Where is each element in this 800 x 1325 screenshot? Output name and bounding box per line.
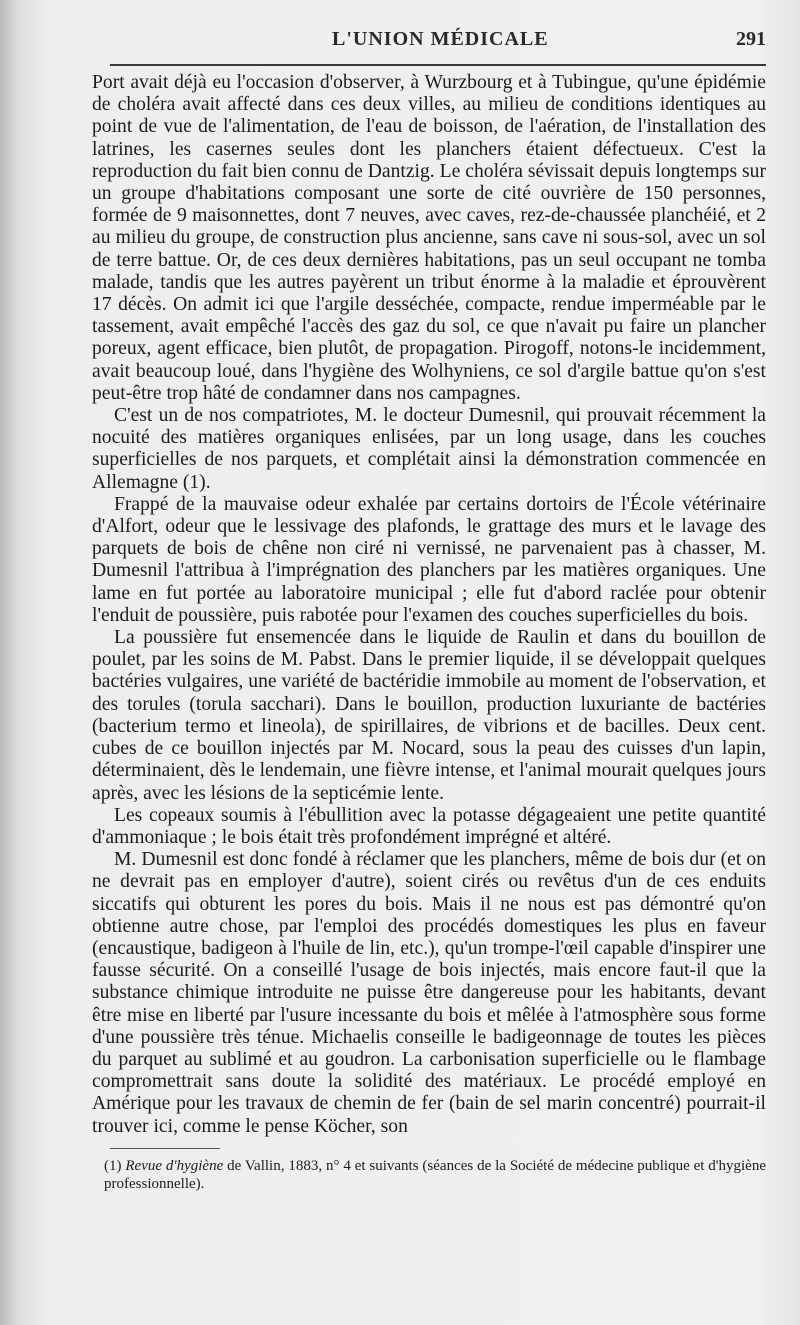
running-title: L'UNION MÉDICALE — [332, 28, 549, 50]
page-number: 291 — [736, 28, 766, 50]
paragraph: M. Dumesnil est donc fondé à réclamer que les planchers, même de bois dur (et on ne devrait pas en employer d'autre), soient cirés ou revêtus d'un de ces enduits siccatifs qui obturent les pores du bois. Mais il ne nous est pas démontré qu'on obtienne autre chose, par l'emploi des procédés domestiques les plus en faveur (encaustique, badigeon à l'huile de lin, etc.), qu'un trompe-l'œil capable d'inspirer une fausse sécurité. On a conseillé l'usage de bois injectés, mais encore faut-il que la substance chimique introduite ne puisse être dangereuse pour les habitants, devant être mise en liberté par l'usure incessante du bois et mêlée à l'atmosphère sous forme d'une poussière très ténue. Michaelis conseille le badigeonnage de toutes les pièces du parquet au sublimé et au goudron. La carbonisation superficielle ou le flambage compromettrait sans doute la solidité des matériaux. Le procédé employé en Amérique pour les travaux de chemin de fer (bain de sel marin concentré) pourrait-il trouver ici, comme le pense Köcher, son — [92, 849, 766, 1137]
body-text — [92, 72, 766, 1138]
footnote-marker: (1) — [104, 1157, 122, 1174]
footnote-rule — [110, 1148, 220, 1149]
paragraph: Frappé de la mauvaise odeur exhalée par certains dortoirs de l'École vétérinaire d'Alfort, odeur que le lessivage des plafonds, le grattage des murs et le lavage des parquets de bois de chêne non ciré ni vernissé, ne parvenaient pas à chasser, M. Dumesnil l'attribua à l'imprégnation des planchers par les matières organiques. Une lame en fut portée au laboratoire municipal ; elle fut d'abord raclée pour obtenir l'enduit de poussière, puis rabotée pour l'examen des couches superficielles du bois. — [92, 493, 766, 626]
footnote-text: de Vallin, 1883, n° 4 et suivants (séances de la Société de médecine publique et d'hygiène professionnelle). — [104, 1157, 766, 1192]
paragraph: Les copeaux soumis à l'ébullition avec la potasse dégageaient une petite quantité d'ammoniaque ; le bois était très profondément imprégné et altéré. — [92, 804, 766, 848]
footnote-journal: Revue d'hygiène — [125, 1157, 224, 1174]
page-header — [110, 24, 766, 58]
paragraph: La poussière fut ensemencée dans le liquide de Raulin et dans du bouillon de poulet, par les soins de M. Pabst. Dans le premier liquide, il se développait quelques bactéries vulgaires, une variété de bactéridie immobile au moment de l'observation, et des torules (torula sacchari). Dans le bouillon, production luxuriante de bactéries (bacterium termo et lineola), de spirillaires, de vibrions et de bacilles. Deux cent. cubes de ce bouillon injectés par M. Nocard, sous la peau des cuisses d'un lapin, déterminaient, dès le lendemain, une fièvre intense, et l'animal mourait quelques jours après, avec les lésions de la septicémie lente. — [92, 627, 766, 804]
footnote — [104, 1157, 766, 1193]
header-rule — [110, 64, 766, 66]
paragraph: Port avait déjà eu l'occasion d'observer, à Wurzbourg et à Tubingue, qu'une épidémie de choléra avait affecté dans ces deux villes, au milieu de conditions identiques au point de vue de l'alimentation, de l'eau de boisson, de l'aération, de l'installation des latrines, les casernes seules dont les planchers étaient défectueux. C'est la reproduction du fait bien connu de Dantzig. Le choléra sévissait depuis longtemps sur un groupe d'habitations composant une sorte de cité ouvrière de 150 personnes, formée de 9 maisonnettes, dont 7 neuves, avec caves, rez-de-chaussée planchéié, et 2 au milieu du groupe, de construction plus ancienne, sans cave ni sous-sol, avec un sol de terre battue. Or, de ces deux dernières habitations, pas un seul occupant ne tomba malade, tandis que les autres payèrent un tribut énorme à la maladie et éprouvèrent 17 décès. On admit ici que l'argile desséchée, compacte, rendue imperméable par le tassement, avait empêché l'accès des gaz du sol, ce que n'avait pu faire un plancher poreux, agent efficace, bien plutôt, de propagation. Pirogoff, notons-le incidemment, avait beaucoup loué, dans l'hygiène des Wolhyniens, ce sol d'argile battue qu'on s'est peut-être trop hâté de condamner dans nos campagnes. — [92, 72, 766, 404]
paragraph: C'est un de nos compatriotes, M. le docteur Dumesnil, qui prouvait récemment la nocuité des matières organiques enlisées, par un long usage, dans les couches superficielles de nos parquets, et complétait ainsi la démonstration commencée en Allemagne (1). — [92, 405, 766, 493]
